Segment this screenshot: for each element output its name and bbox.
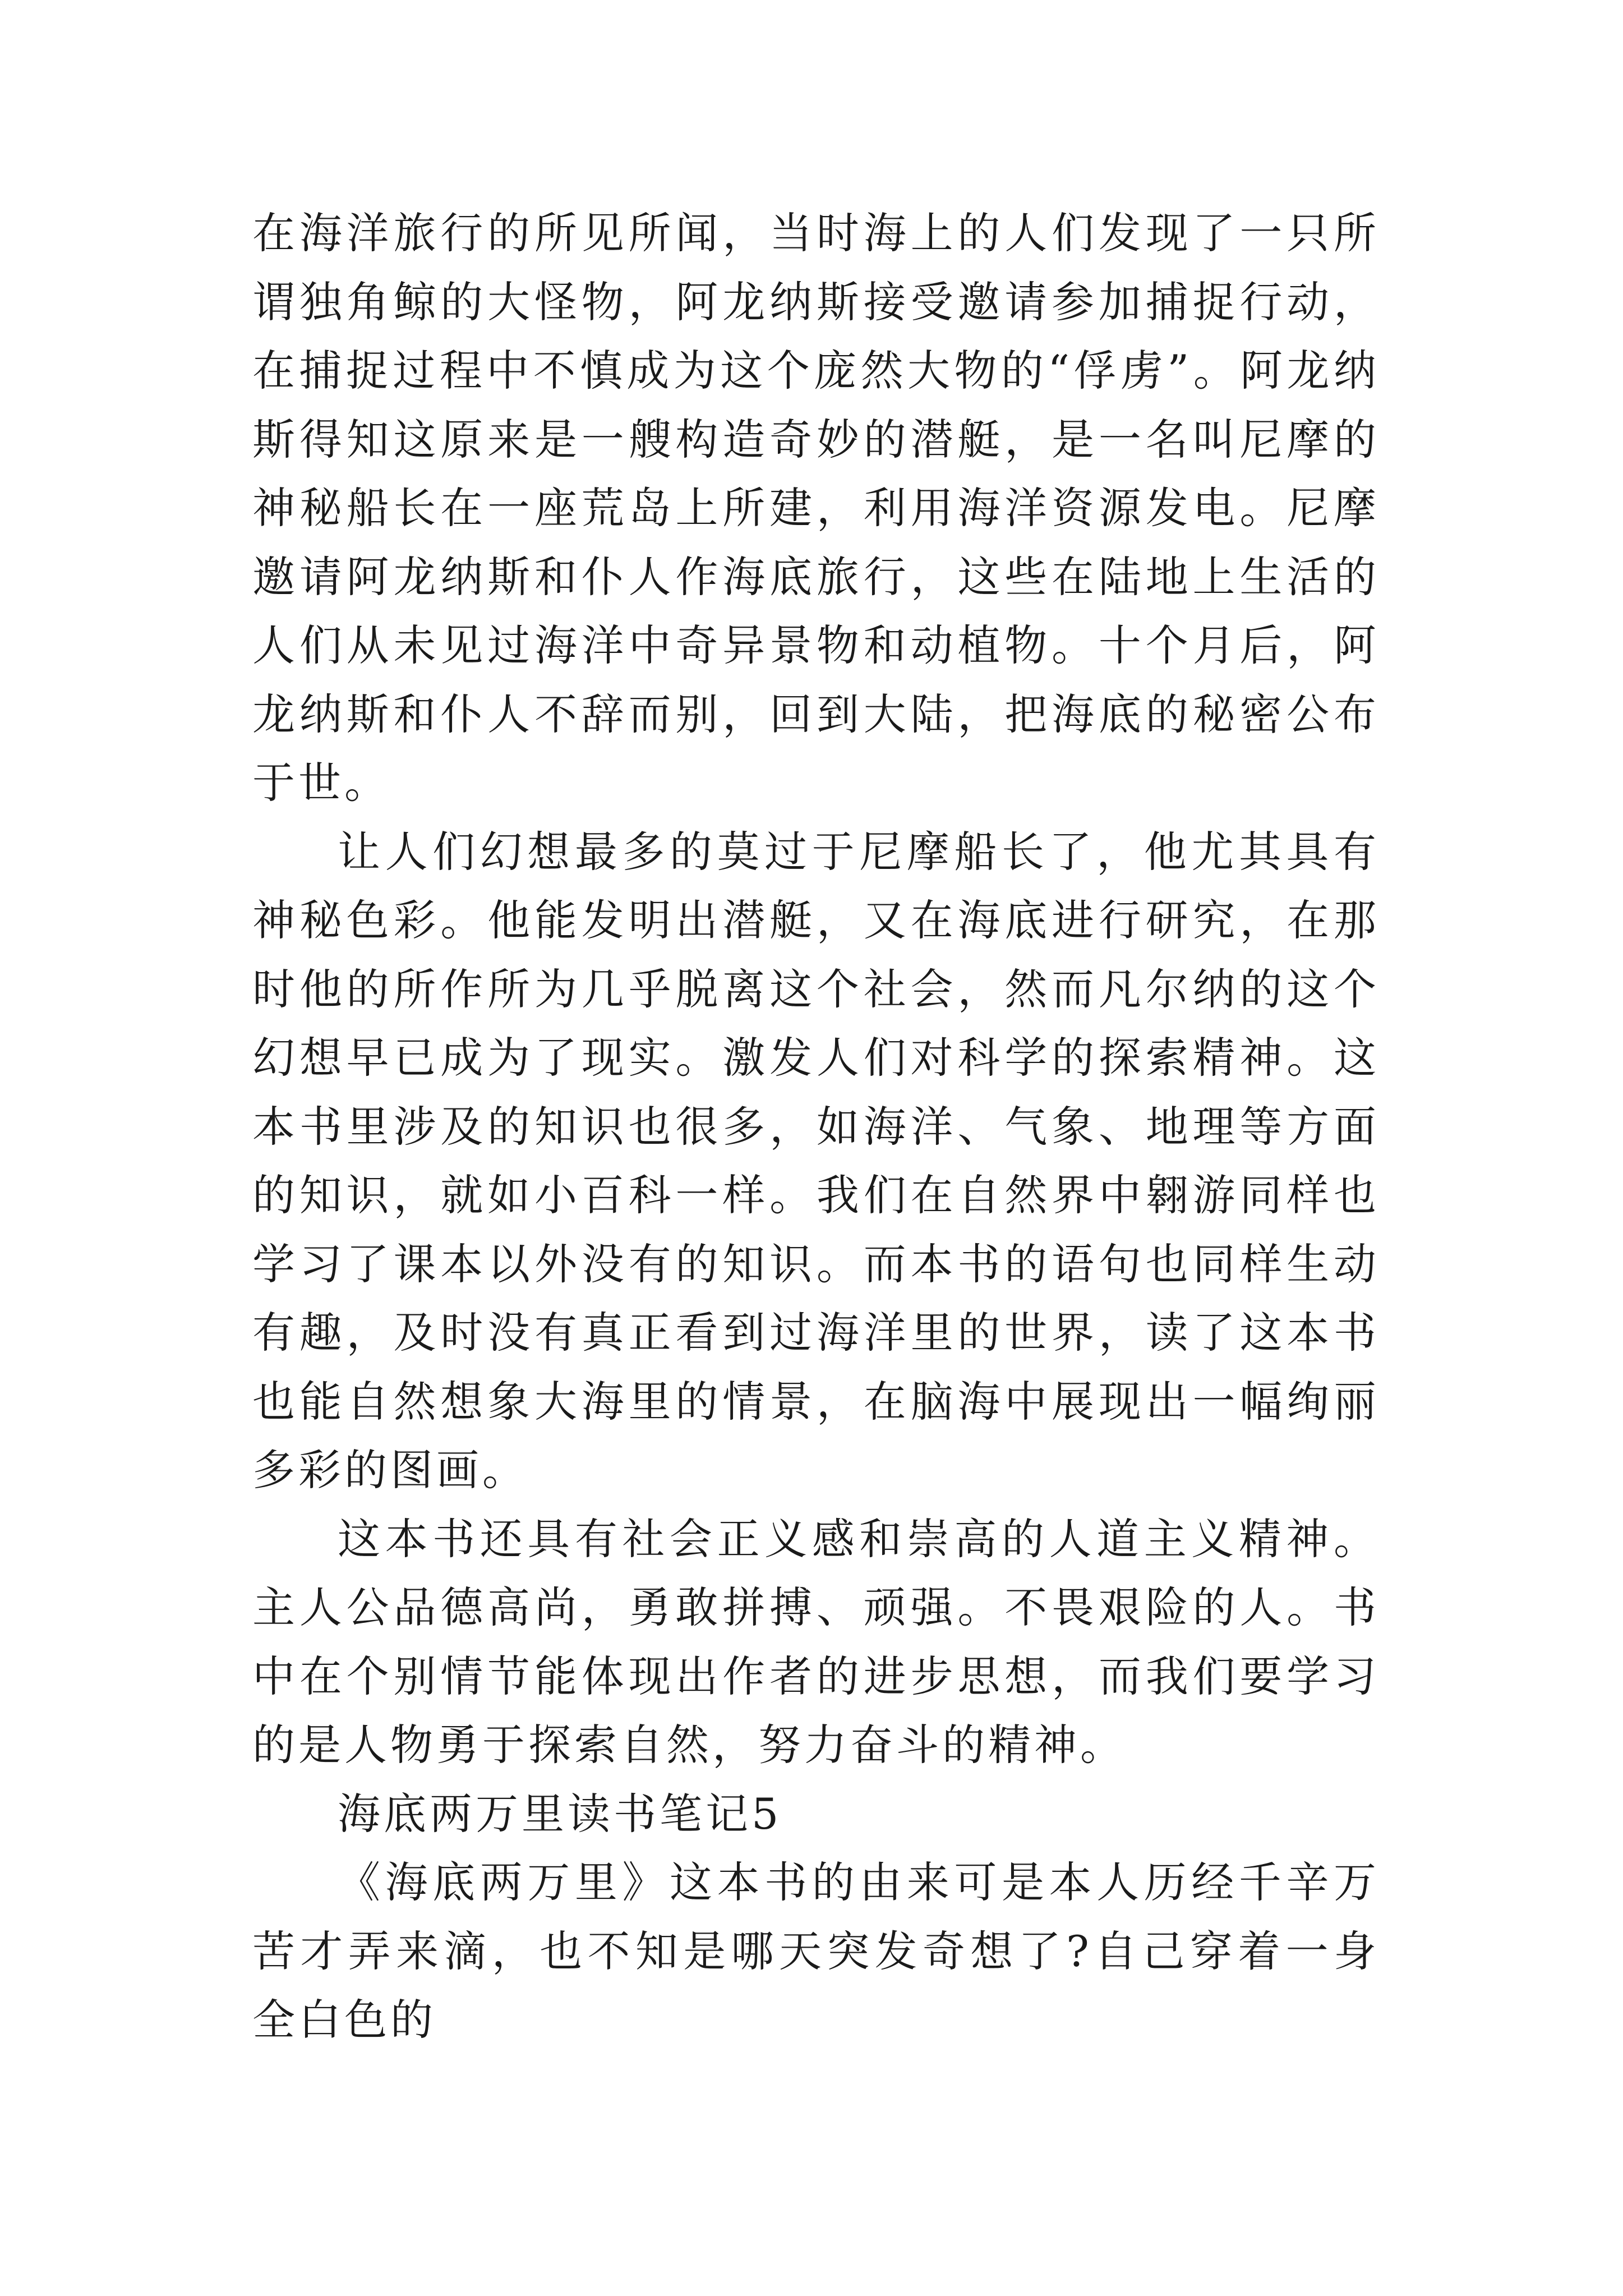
paragraph-captain-nemo: 让人们幻想最多的莫过于尼摩船长了，他尤其具有神秘色彩。他能发明出潜艇，又在海底进行研究，在那时他的所作所为几乎脱离这个社会，然而凡尔纳的这个幻想早已成为了现实。激发人们对科学的探索精神。这本书里涉及的知识也很多，如海洋、气象、地理等方面的知识，就如小百科一样。我们在自然界中翱游同样也学习了课本以外没有的知识。而本书的语句也同样生动有趣，及时没有真正看到过海洋里的世界，读了这本书也能自然想象大海里的情景，在脑海中展现出一幅绚丽多彩的图画。 bbox=[252, 826, 1380, 1495]
paragraph-story-summary: 在海洋旅行的所见所闻，当时海上的人们发现了一只所谓独角鲸的大怪物，阿龙纳斯接受邀请参加捕捉行动，在捕捉过程中不慎成为这个庞然大物的“俘虏”。阿龙纳斯得知这原来是一艘构造奇妙的潜艇，是一名叫尼摩的神秘船长在一座荒岛上所建，利用海洋资源发电。尼摩邀请阿龙纳斯和仆人作海底旅行，这些在陆地上生活的人们从未见过海洋中奇异景物和动植物。十个月后，阿龙纳斯和仆人不辞而别，回到大陆，把海底的秘密公布于世。 bbox=[252, 208, 1380, 808]
document-body bbox=[252, 199, 1380, 2055]
section-heading: 海底两万里读书笔记5 bbox=[338, 1788, 782, 1839]
paragraph-humanitarian-spirit: 这本书还具有社会正义感和崇高的人道主义精神。主人公品德高尚，勇敢拼搏、顽强。不畏艰险的人。书中在个别情节能体现出作者的进步思想，而我们要学习的是人物勇于探索自然，努力奋斗的精神。 bbox=[252, 1513, 1380, 1770]
paragraph-book-origin: 《海底两万里》这本书的由来可是本人历经千辛万苦才弄来滴，也不知是哪天突发奇想了?自己穿着一身全白色的 bbox=[252, 1857, 1380, 2045]
